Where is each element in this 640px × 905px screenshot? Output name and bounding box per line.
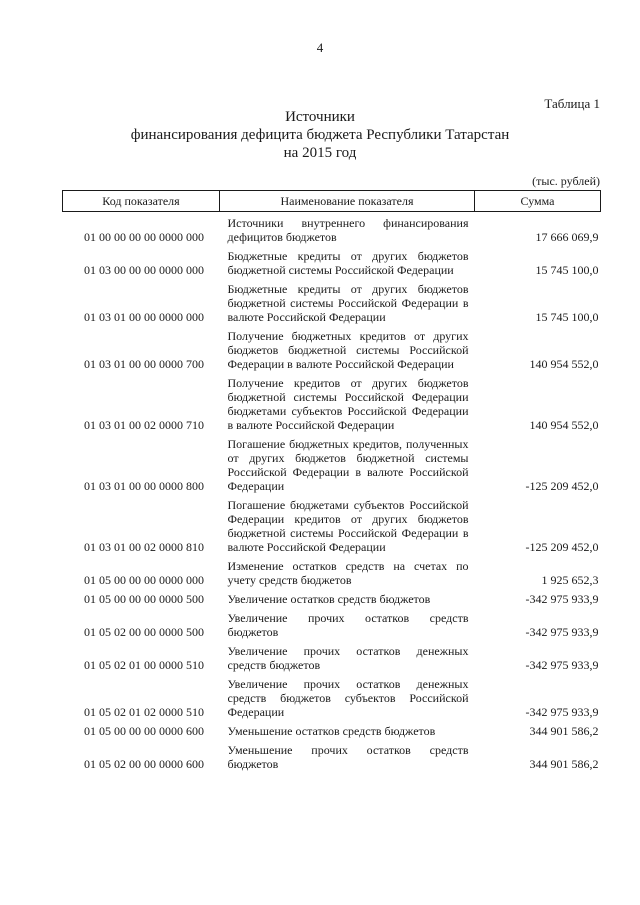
row-sum: 1 925 652,3	[541, 573, 599, 587]
row-code: 01 05 00 00 00 0000 500	[84, 592, 204, 606]
row-sum: 344 901 586,2	[529, 724, 599, 738]
row-sum: -342 975 933,9	[525, 705, 599, 719]
table-row	[63, 278, 601, 325]
row-name: Источники внутреннего финансирования дефицитов бюджетов	[227, 216, 469, 244]
page-number: 4	[316, 40, 324, 55]
table-header-row	[63, 191, 601, 212]
row-code: 01 03 01 00 02 0000 710	[84, 418, 204, 432]
row-code: 01 05 02 00 00 0000 600	[84, 757, 204, 771]
row-sum: 344 901 586,2	[529, 757, 599, 771]
row-sum: 140 954 552,0	[529, 418, 599, 432]
row-sum: -125 209 452,0	[525, 479, 599, 493]
row-code: 01 05 02 00 00 0000 500	[84, 625, 204, 639]
row-code: 01 05 00 00 00 0000 600	[84, 724, 204, 738]
row-name: Получение кредитов от других бюджетов бюджетной системы Российской Федерации бюджетами субъектов Российской Федерации в валюте Российской Федерации	[227, 376, 469, 432]
row-code: 01 03 01 00 00 0000 700	[84, 357, 204, 371]
table-row	[63, 720, 601, 739]
table-row	[63, 494, 601, 555]
row-name: Бюджетные кредиты от других бюджетов бюджетной системы Российской Федерации	[227, 249, 469, 277]
row-sum: 17 666 069,9	[535, 230, 599, 244]
table-label: Таблица 1	[544, 96, 600, 111]
row-sum: -342 975 933,9	[525, 592, 599, 606]
table-row	[63, 325, 601, 372]
row-name: Получение бюджетных кредитов от других бюджетов бюджетной системы Российской Федерации в валюте Российской Федерации	[227, 329, 469, 371]
table-row	[63, 588, 601, 607]
table-row	[63, 372, 601, 433]
row-name: Изменение остатков средств на счетах по учету средств бюджетов	[227, 559, 469, 587]
table-row	[63, 212, 601, 246]
row-name: Увеличение остатков средств бюджетов	[227, 592, 431, 606]
row-code: 01 00 00 00 00 0000 000	[84, 230, 204, 244]
title-line-1: Источники	[285, 109, 355, 125]
table-row	[63, 555, 601, 588]
document-title	[0, 108, 640, 162]
table-row	[63, 739, 601, 772]
row-code: 01 03 01 00 00 0000 000	[84, 310, 204, 324]
row-code: 01 03 01 00 02 0000 810	[84, 540, 204, 554]
table-row	[63, 607, 601, 640]
table-row	[63, 640, 601, 673]
row-code: 01 03 00 00 00 0000 000	[84, 263, 204, 277]
row-name: Погашение бюджетами субъектов Российской Федерации кредитов от других бюджетов бюджетной системы Российской Федерации в валюте Российской Федерации	[227, 498, 469, 554]
row-sum: 140 954 552,0	[529, 357, 599, 371]
row-sum: 15 745 100,0	[535, 263, 599, 277]
row-sum: 15 745 100,0	[535, 310, 599, 324]
header-name: Наименование показателя	[220, 191, 475, 212]
title-line-2: финансирования дефицита бюджета Республики Татарстан	[130, 127, 510, 143]
table-row	[63, 245, 601, 278]
row-sum: -125 209 452,0	[525, 540, 599, 554]
row-name: Увеличение прочих остатков денежных средств бюджетов	[227, 644, 469, 672]
table-row	[63, 433, 601, 494]
row-sum: -342 975 933,9	[525, 658, 599, 672]
table-row	[63, 673, 601, 720]
units-label: (тыс. рублей)	[532, 174, 600, 188]
row-name: Уменьшение остатков средств бюджетов	[227, 724, 436, 738]
row-code: 01 05 02 01 02 0000 510	[84, 705, 204, 719]
row-name: Уменьшение прочих остатков средств бюджетов	[227, 743, 469, 771]
row-code: 01 05 00 00 00 0000 000	[84, 573, 204, 587]
budget-sources-table	[62, 190, 601, 772]
row-code: 01 03 01 00 00 0000 800	[84, 479, 204, 493]
row-name: Увеличение прочих остатков средств бюджетов	[227, 611, 469, 639]
title-line-3: на 2015 год	[283, 145, 357, 161]
row-name: Погашение бюджетных кредитов, полученных от других бюджетов бюджетной системы Российской Федерации в валюте Российской Федерации	[227, 437, 469, 493]
row-name: Бюджетные кредиты от других бюджетов бюджетной системы Российской Федерации в валюте Российской Федерации	[227, 282, 469, 324]
header-sum: Сумма	[475, 191, 601, 212]
header-code: Код показателя	[63, 191, 220, 212]
row-name: Увеличение прочих остатков денежных средств бюджетов субъектов Российской Федерации	[227, 677, 469, 719]
row-sum: -342 975 933,9	[525, 625, 599, 639]
row-code: 01 05 02 01 00 0000 510	[84, 658, 204, 672]
